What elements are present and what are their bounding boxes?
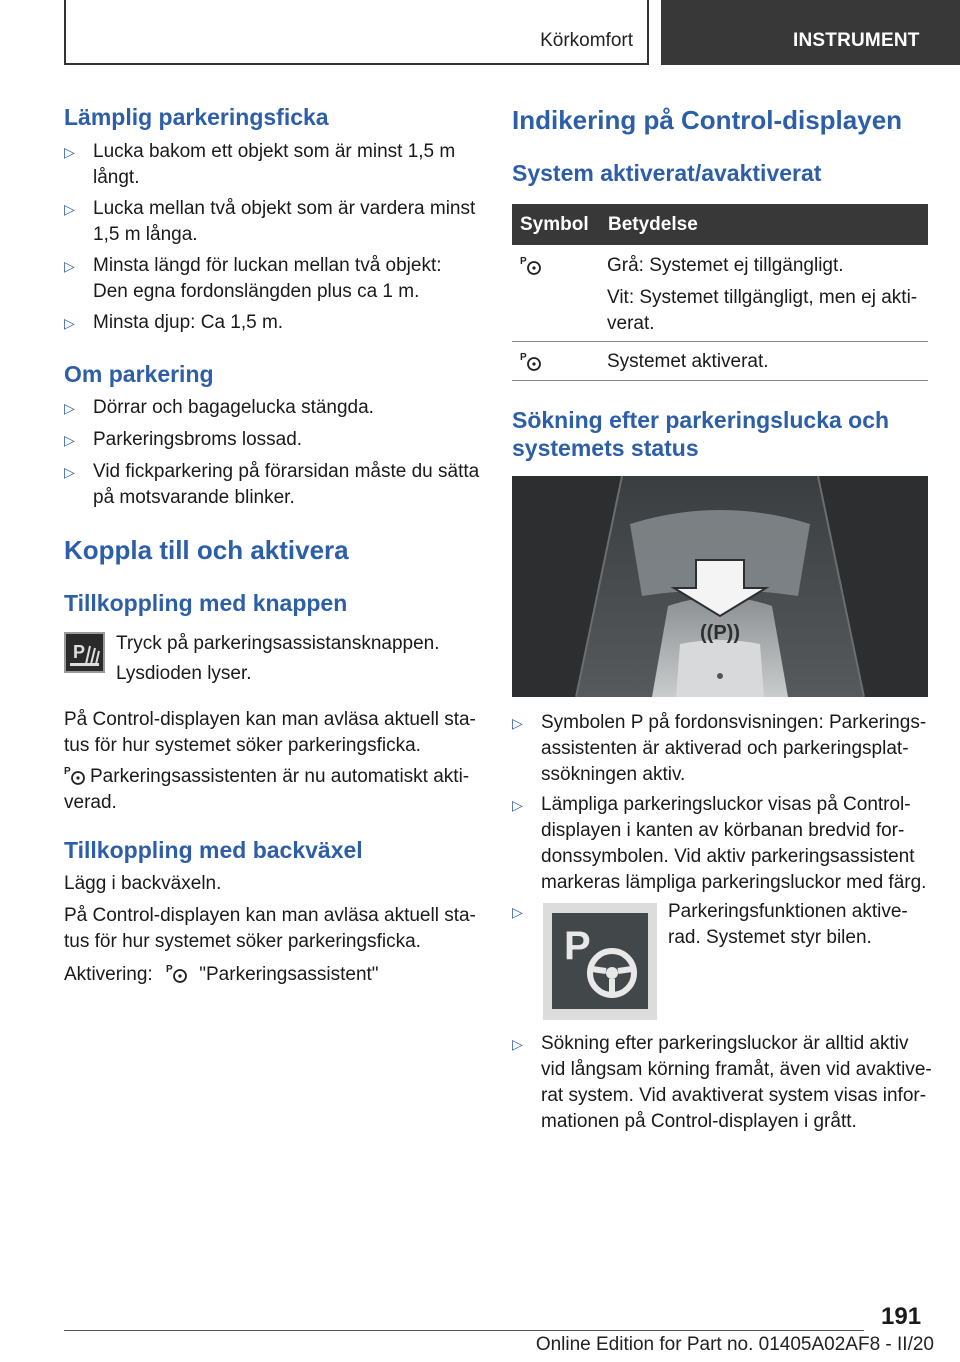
col-symbol: Symbol [520, 214, 589, 235]
knappen-text-1: Tryck på parkeringsassistansknappen. [116, 633, 440, 654]
display-parking-label: ((P)) [700, 622, 740, 644]
header-tab-box [64, 0, 649, 65]
list-item-text: Parkeringsfunktionen aktive- rad. Systemet styr bilen. [668, 901, 908, 948]
svg-text:P: P [165, 964, 173, 975]
paragraph: På Control-displayen kan man avläsa aktuell sta- tus för hur systemet söker parkeringsficka. [64, 709, 476, 756]
paragraph: P Parkeringsassistenten är nu automatiskt akti- verad. [64, 766, 470, 813]
parking-steering-icon [543, 903, 657, 1020]
bullet-triangle-icon: ▷ [64, 315, 75, 331]
bullet-triangle-icon: ▷ [64, 432, 75, 448]
parking-steering-icon [520, 350, 542, 372]
heading-om-parkering: Om parkering [64, 361, 214, 387]
footer-rule [64, 1330, 864, 1331]
aktivering-line: Aktivering: P "Parkeringsassistent" [64, 964, 379, 985]
heading-koppla: Koppla till och aktivera [64, 535, 349, 565]
bullet-triangle-icon: ▷ [512, 797, 523, 813]
heading-system: System aktiverat/avaktiverat [512, 160, 822, 186]
back-text: Lägg i backväxeln. [64, 873, 222, 894]
heading-knappen: Tillkoppling med knappen [64, 590, 348, 616]
bullet-triangle-icon: ▷ [512, 715, 523, 731]
heading-indikering: Indikering på Control-displayen [512, 105, 903, 135]
knappen-text-2: Lysdioden lyser. [116, 663, 252, 684]
parking-steering-icon [166, 962, 188, 984]
header-section-box [661, 0, 960, 65]
page-number: 191 [881, 1303, 922, 1330]
svg-text:P: P [520, 256, 527, 267]
col-betydelse: Betydelse [608, 214, 698, 235]
bullet-triangle-icon: ▷ [64, 464, 75, 480]
bullet-triangle-icon: ▷ [64, 201, 75, 217]
svg-text:P: P [564, 924, 591, 968]
table-header [512, 204, 928, 245]
bullet-triangle-icon: ▷ [512, 904, 523, 920]
heading-sokning: Sökning efter parkeringslucka och systemets status [512, 407, 890, 461]
bullet-triangle-icon: ▷ [64, 400, 75, 416]
heading-lamplig: Lämplig parkeringsficka [64, 104, 329, 130]
heading-backvaxel: Tillkoppling med backväxel [64, 837, 363, 863]
parking-steering-icon [520, 254, 542, 276]
svg-text:P: P [64, 766, 71, 777]
table-rule [512, 380, 928, 381]
header-section-label: INSTRUMENT [793, 30, 920, 51]
table-rule [512, 341, 928, 342]
header-tab-label: Körkomfort [540, 30, 633, 51]
svg-text:P: P [520, 352, 527, 363]
bullet-triangle-icon: ▷ [64, 144, 75, 160]
parking-button-icon [64, 632, 105, 673]
footer-edition: Online Edition for Part no. 01405A02AF8 - II/20 [535, 1334, 934, 1355]
bullet-triangle-icon: ▷ [64, 258, 75, 274]
table-row-1-b: Vit: Systemet tillgängligt, men ej akti- verat. [607, 287, 918, 334]
table-row-1-a: Grå: Systemet ej tillgängligt. [607, 255, 844, 276]
control-display-image [512, 476, 928, 697]
table-row-2: Systemet aktiverat. [607, 351, 769, 372]
paragraph: På Control-displayen kan man avläsa aktuell sta- tus för hur systemet söker parkeringsficka. [64, 905, 476, 952]
parking-steering-icon [64, 764, 86, 786]
svg-text:P: P [73, 642, 86, 662]
bullet-triangle-icon: ▷ [512, 1036, 523, 1052]
